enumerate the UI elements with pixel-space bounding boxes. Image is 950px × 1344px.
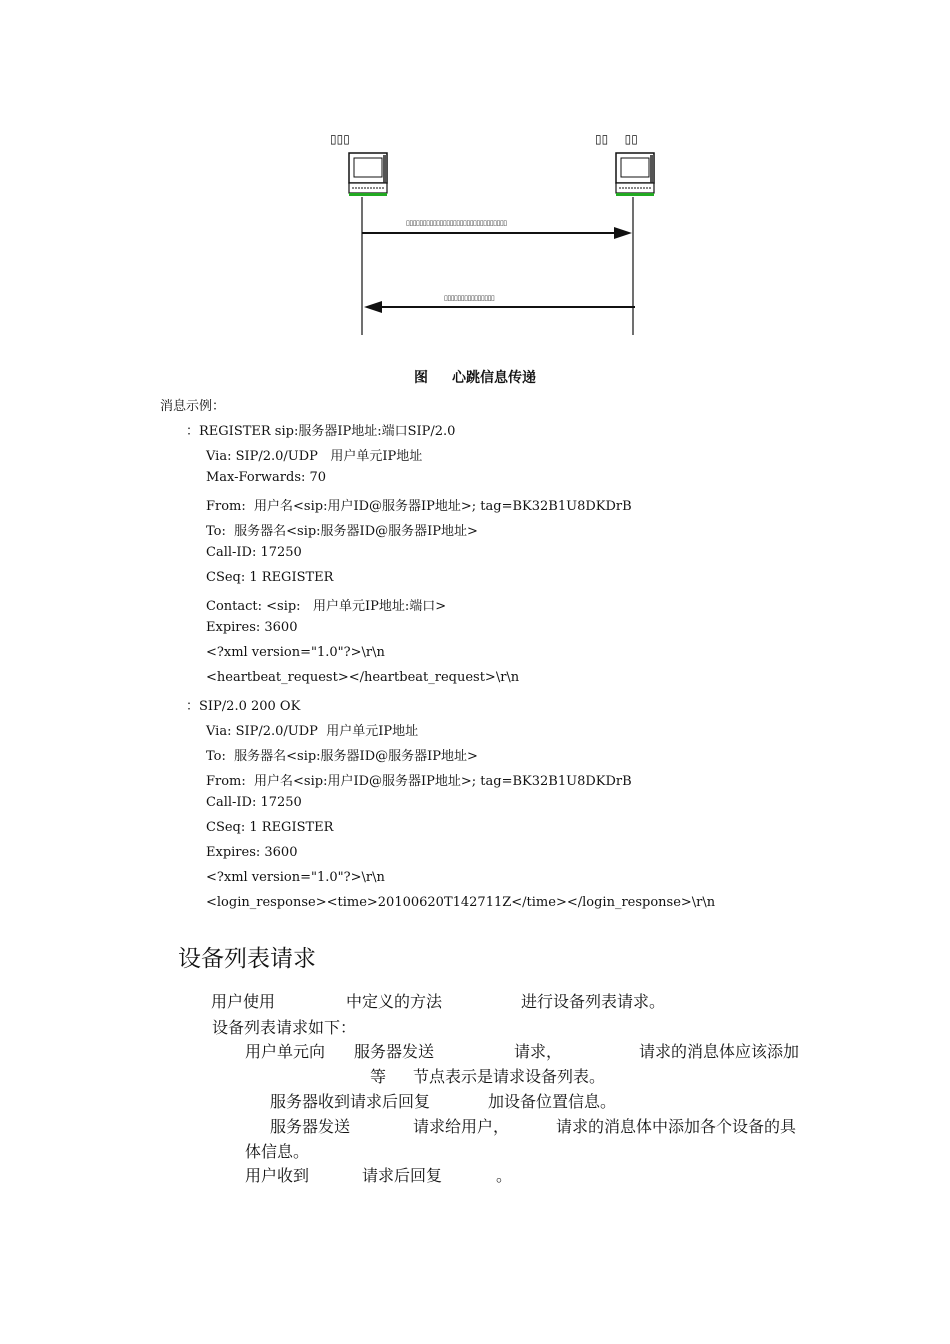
request-message-label: ▯▯▯▯▯▯▯▯▯▯▯▯▯▯▯▯▯▯▯▯▯▯▯▯▯▯▯▯▯▯: [406, 219, 507, 227]
step1-seg: 用户单元向: [245, 1042, 326, 1061]
step-1-line-1: [0, 1039, 950, 1061]
heartbeat-sequence-diagram: [320, 120, 680, 350]
section-heading: 设备列表请求: [178, 946, 316, 972]
step3-seg: 服务器发送: [270, 1117, 351, 1136]
response-header-line: Call-ID: 17250: [206, 795, 302, 810]
request-body-line: <heartbeat_request></heartbeat_request>\r\n: [206, 670, 520, 685]
response-header-line: To: 服务器名<sip:服务器ID@服务器IP地址>: [206, 749, 478, 764]
response-header-line: From: 用户名<sip:用户ID@服务器IP地址>; tag=BK32B1U8DKDrB: [206, 774, 632, 789]
response-message-label: ▯▯▯▯▯▯▯▯▯▯▯▯▯▯▯: [444, 294, 495, 302]
request-header-line: Max-Forwards: 70: [206, 470, 327, 485]
para1-seg: 进行设备列表请求。: [521, 992, 666, 1011]
step3-seg: 请求的消息体中添加各个设备的具: [556, 1117, 797, 1136]
server-node-label-part2: ▯▯: [624, 132, 638, 146]
request-header-line: Call-ID: 17250: [206, 545, 302, 560]
client-computer-icon: [347, 151, 389, 197]
response-body-line: <login_response><time>20100620T142711Z</time></login_response>\r\n: [206, 895, 716, 910]
step3-seg: 请求给用户，: [413, 1117, 510, 1136]
request-header-line: To: 服务器名<sip:服务器ID@服务器IP地址>: [206, 524, 478, 539]
para1-seg: 用户使用: [211, 992, 276, 1011]
step1-seg: 节点表示是请求设备列表。: [413, 1067, 606, 1086]
request-start-line-text: REGISTER sip:服务器IP地址:端口SIP/2.0: [199, 424, 456, 439]
step2-seg: 服务器收到请求后回复: [270, 1092, 431, 1111]
figure-caption-title: 心跳信息传递: [452, 370, 536, 386]
step4-seg: 请求后回复: [362, 1166, 443, 1185]
response-start-line-text: SIP/2.0 200 OK: [199, 699, 301, 714]
step4-seg: 。: [496, 1166, 513, 1185]
request-header-line: Via: SIP/2.0/UDP 用户单元IP地址: [206, 449, 423, 464]
response-header-line: CSeq: 1 REGISTER: [206, 820, 334, 835]
request-header-line: CSeq: 1 REGISTER: [206, 570, 334, 585]
request-prefix: ：: [186, 424, 200, 439]
request-header-line: Expires: 3600: [206, 620, 298, 635]
step1-seg: 等: [370, 1067, 387, 1086]
para1-seg: 中定义的方法: [346, 992, 443, 1011]
response-prefix: ：: [186, 699, 200, 714]
response-header-line: Via: SIP/2.0/UDP 用户单元IP地址: [206, 724, 419, 739]
request-header-line: Contact: <sip: 用户单元IP地址:端口>: [206, 599, 447, 614]
step-2-line: [0, 1089, 950, 1111]
step1-seg: 服务器发送: [354, 1042, 435, 1061]
section-paragraph-1: [0, 989, 950, 1011]
response-arrowhead: [364, 301, 382, 313]
step4-seg: 用户收到: [245, 1166, 310, 1185]
server-node-label-part1: ▯▯: [595, 132, 609, 146]
step2-seg: 加设备位置信息。: [488, 1092, 617, 1111]
request-arrowhead: [614, 227, 632, 239]
step1-seg: 请求的消息体应该添加: [639, 1042, 800, 1061]
figure-caption-prefix: 图: [414, 370, 428, 386]
request-start-line: [186, 420, 455, 439]
client-node-label: ▯▯▯: [330, 132, 350, 146]
step-4-line: [0, 1163, 950, 1185]
response-start-line: [186, 695, 300, 714]
step-3-line-2: 体信息。: [245, 1142, 310, 1161]
server-node-label: [595, 132, 638, 146]
step-3-line-1: [0, 1114, 950, 1136]
response-body-line: <?xml version="1.0"?>\r\n: [206, 870, 385, 885]
request-header-line: From: 用户名<sip:用户ID@服务器IP地址>; tag=BK32B1U8DKDrB: [206, 499, 632, 514]
step1-seg: 请求，: [514, 1042, 563, 1061]
example-lead-text: 消息示例：: [160, 399, 226, 414]
figure-caption: [0, 367, 950, 387]
section-paragraph-2: 设备列表请求如下：: [212, 1018, 357, 1037]
response-header-line: Expires: 3600: [206, 845, 298, 860]
request-body-line: <?xml version="1.0"?>\r\n: [206, 645, 385, 660]
step-1-line-2: [0, 1064, 950, 1086]
server-computer-icon: [614, 151, 656, 197]
